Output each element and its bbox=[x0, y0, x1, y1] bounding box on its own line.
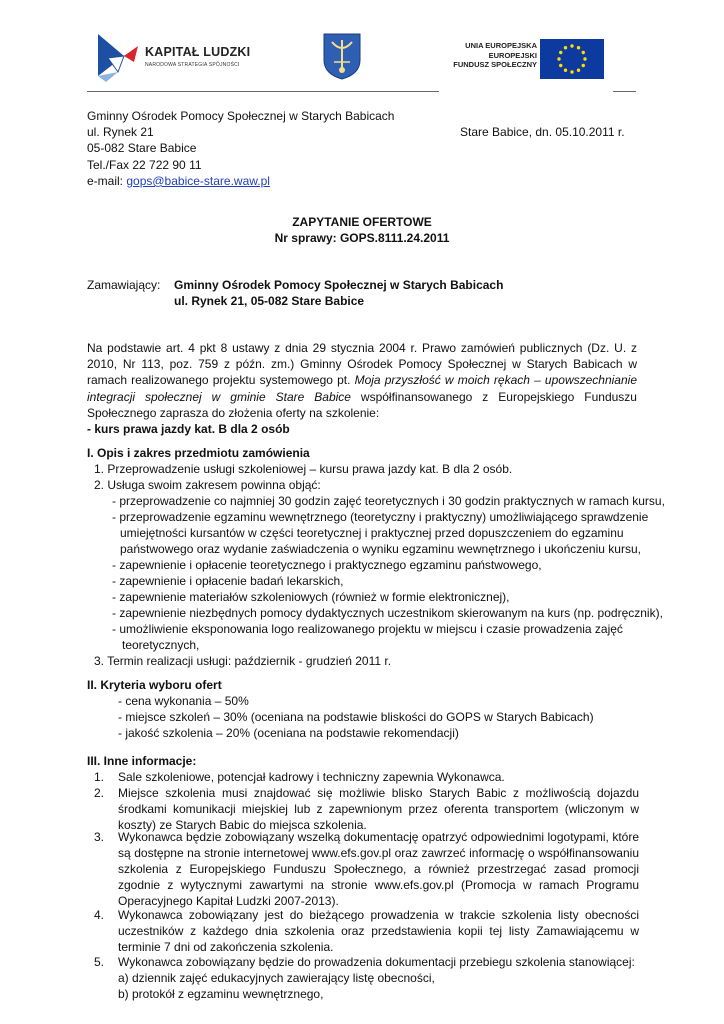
kapital-ludzki-title: KAPITAŁ LUDZKI bbox=[145, 45, 251, 59]
intro-paragraph bbox=[87, 340, 637, 421]
section2-heading: II. Kryteria wyboru ofert bbox=[87, 678, 222, 692]
section1-subitem: teoretycznych, bbox=[122, 638, 200, 652]
kapital-ludzki-subtitle: NARODOWA STRATEGIA SPÓJNOŚCI bbox=[145, 62, 240, 68]
section1-subitem: - zapewnienie niezbędnych pomocy dydaktycznych uczestnikom skierowanym na kurs (np. podręcznik), bbox=[112, 606, 663, 620]
section1-subitem: - zapewnienie materiałów szkoleniowych (również w formie elektronicznej), bbox=[112, 590, 510, 604]
section1-heading: I. Opis i zakres przedmiotu zamówienia bbox=[87, 446, 310, 460]
info-item-number: 2. bbox=[94, 786, 105, 800]
kapital-ludzki-star-icon bbox=[94, 32, 140, 84]
section1-subitem: - przeprowadzenie egzaminu wewnętrznego (teoretyczny i praktyczny) umożliwiającego sprawdzenie bbox=[112, 510, 649, 524]
eu-fund-text bbox=[452, 41, 537, 70]
criterion-item: - miejsce szkoleń – 30% (oceniana na podstawie bliskości do GOPS w Starych Babicach) bbox=[118, 710, 594, 724]
eu-star-icon bbox=[583, 57, 586, 60]
contracting-name: Gminny Ośrodek Pomocy Społecznej w Starych Babicach bbox=[174, 278, 504, 292]
project-title: Moja przyszłość w moich rękach – upowszechnianie integracji społecznej w gminie Stare Babice bbox=[87, 373, 637, 404]
contracting-address: ul. Rynek 21, 05-082 Stare Babice bbox=[174, 294, 365, 308]
sender-email-link[interactable]: gops@babice-stare.waw.pl bbox=[126, 173, 270, 188]
document-title: ZAPYTANIE OFERTOWE bbox=[292, 215, 432, 229]
intro-text-start: Na podstawie art. 4 pkt 8 ustawy z dnia 29 stycznia 2004 r. Prawo zamówień publicznych (Dz. U. z 2010, Nr 113, poz. 759 z późn. zm.) Gminny Ośrodek Pomocy Społecznej w Starych Babicach w ramach realizowanego projektu systemowego pt. bbox=[87, 341, 637, 388]
section1-subitem: - przeprowadzenie co najmniej 30 godzin zajęć teoretycznych i 30 godzin praktycznych w ramach kursu, bbox=[112, 494, 665, 508]
stare-babice-crest bbox=[322, 32, 362, 80]
eu-union-label: UNIA EUROPEJSKA bbox=[465, 41, 537, 50]
course-item: - kurs prawa jazdy kat. B dla 2 osób bbox=[87, 422, 290, 436]
eu-flag-icon bbox=[540, 39, 604, 79]
letterhead bbox=[0, 0, 724, 100]
sender-street: ul. Rynek 21 bbox=[87, 125, 154, 140]
eu-star-icon bbox=[564, 46, 567, 49]
header-divider-left bbox=[87, 91, 439, 92]
section1-item: 3. Termin realizacji usługi: październik - grudzień 2011 r. bbox=[94, 654, 392, 668]
section1-subitem: umiejętności kursantów w części teoretycznej i praktycznej przed dopuszczeniem do egzaminu bbox=[120, 526, 624, 540]
kapital-ludzki-logo bbox=[94, 32, 251, 84]
section1-subitem: - zapewnienie i opłacenie teoretycznego i praktycznego egzaminu państwowego, bbox=[112, 558, 542, 572]
eu-star-icon bbox=[559, 51, 562, 54]
info-item-text: Wykonawca zobowiązany jest do bieżącego prowadzenia w trakcie szkolenia listy obecności uczestników z każdego dnia szkolenia oraz przedstawienia kopii tej listy Zamawiającemu w terminie 7 dni od zakończenia szkolenia. bbox=[118, 908, 639, 954]
eu-star-icon bbox=[577, 46, 580, 49]
section1-subitem: państwowego oraz wydanie zaświadczenia o wyniku egzaminu wewnętrznego i ukończeniu kursu, bbox=[120, 542, 641, 556]
sender-email-line bbox=[87, 173, 637, 189]
header-divider-right bbox=[613, 91, 636, 92]
section1-item: 1. Przeprowadzenie usługi szkoleniowej – kursu prawa jazdy kat. B dla 2 osób. bbox=[94, 462, 513, 476]
eu-social-fund-label: FUNDUSZ SPOŁECZNY bbox=[453, 60, 537, 69]
info-item-text: Miejsce szkolenia musi znajdować się możliwie blisko Starych Babic z możliwością dojazdu środkami komunikacji miejskiej lub z zapewnionym przez oferenta transportem (wliczonym w koszty) ze Starych Babic do miejsca szkolenia. bbox=[118, 786, 639, 832]
documentation-subitem: a) dziennik zajęć edukacyjnych zawierający listę obecności, bbox=[118, 971, 435, 985]
coat-of-arms-icon bbox=[322, 32, 362, 80]
sender-block bbox=[87, 108, 637, 189]
info-item-number: 4. bbox=[94, 908, 105, 922]
section1-subitem: - zapewnienie i opłacenie badań lekarskich, bbox=[112, 574, 344, 588]
documentation-subitem: b) protokół z egzaminu wewnętrznego, bbox=[118, 987, 324, 1001]
info-item-text: Wykonawca będzie zobowiązany wszelką dokumentację opatrzyć odpowiednimi logotypami, które są dostępne na stronie internetowej www.efs.gov.pl oraz zawrzeć informację o współfinansowaniu szkolenia z Europejskiego Funduszu Społecznego, a również przestrzegać zasad promocji zgodnie z wytycznymi zawartymi na stronie www.efs.gov.pl (Promocja w ramach Programu Operacyjnego Kapitał Ludzki 2007-2013). bbox=[118, 830, 639, 908]
eu-star-icon bbox=[570, 70, 573, 73]
section1-subitem: - umożliwienie eksponowania logo realizowanego projektu w miejscu i czasie prowadzenia zajęć bbox=[112, 622, 623, 636]
case-number: Nr sprawy: GOPS.8111.24.2011 bbox=[274, 231, 450, 245]
section1-item: 2. Usługa swoim zakresem powinna objąć: bbox=[94, 478, 321, 492]
eu-star-icon bbox=[577, 69, 580, 72]
eu-star-icon bbox=[559, 64, 562, 67]
info-item-number: 1. bbox=[94, 770, 105, 784]
eu-star-icon bbox=[582, 64, 585, 67]
eu-star-icon bbox=[564, 69, 567, 72]
contracting-label: Zamawiający: bbox=[87, 278, 161, 292]
eu-star-icon bbox=[557, 57, 560, 60]
eu-european-label: EUROPEJSKI bbox=[488, 50, 537, 60]
info-item-text: Wykonawca zobowiązany będzie do prowadzenia dokumentacji przebiegu szkolenia stanowiącej: bbox=[118, 955, 635, 969]
intro-text-end: współfinansowanego z Europejskiego Funduszu Społecznego zaprasza do złożenia oferty na szkolenie: bbox=[87, 389, 637, 420]
section3-heading: III. Inne informacje: bbox=[87, 754, 197, 768]
eu-flag bbox=[540, 39, 604, 79]
sender-org: Gminny Ośrodek Pomocy Społecznej w Starych Babicach bbox=[87, 109, 395, 123]
criterion-item: - cena wykonania – 50% bbox=[118, 694, 249, 708]
sender-email-label: e-mail: bbox=[87, 173, 127, 188]
eu-star-icon bbox=[582, 51, 585, 54]
eu-star-icon bbox=[570, 44, 573, 47]
criterion-item: - jakość szkolenia – 20% (oceniana na podstawie rekomendacji) bbox=[118, 726, 459, 740]
info-item-number: 5. bbox=[94, 955, 105, 969]
document-date: Stare Babice, dn. 05.10.2011 r. bbox=[460, 125, 625, 139]
info-item-number: 3. bbox=[94, 830, 105, 844]
sender-phone: Tel./Fax 22 722 90 11 bbox=[87, 157, 202, 172]
info-item-text: Sale szkoleniowe, potencjał kadrowy i techniczny zapewnia Wykonawca. bbox=[118, 770, 505, 784]
sender-city: 05-082 Stare Babice bbox=[87, 141, 197, 156]
